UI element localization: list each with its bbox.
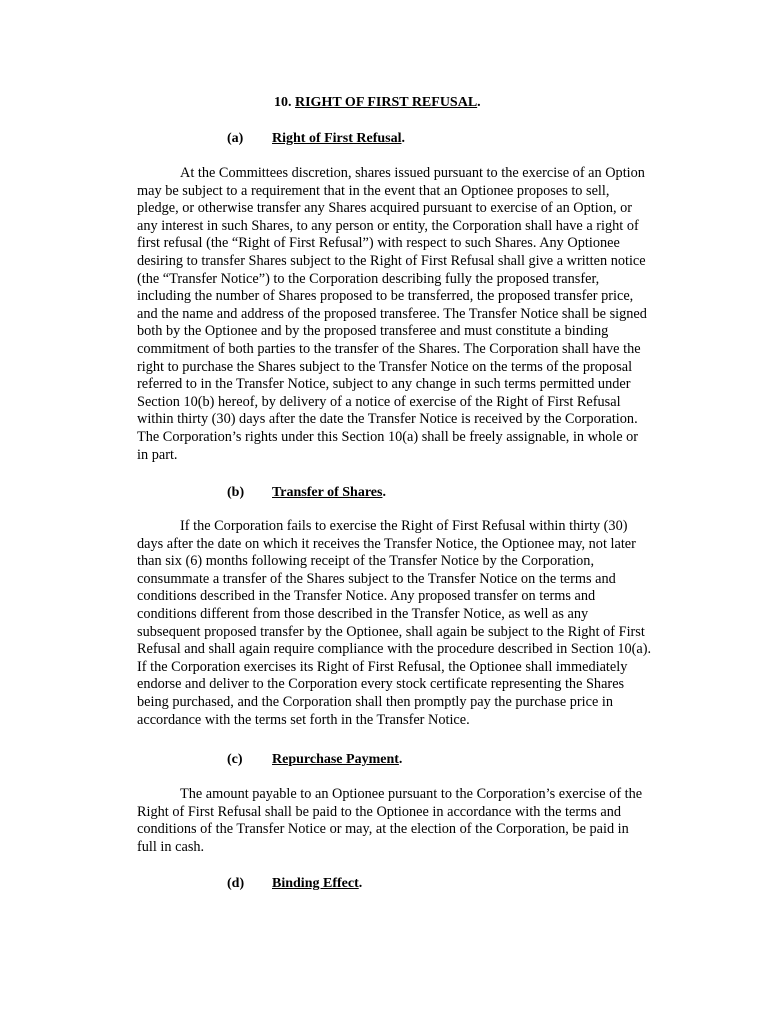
section-title (274, 94, 481, 112)
subsection-heading-text-wrap (272, 751, 402, 769)
subsection-letter: (a) (227, 131, 244, 146)
paragraph-line: If the Corporation fails to exercise the Right of First Refusal within thirty (30) (180, 518, 628, 534)
paragraph-line: including the number of Shares proposed to be transferred, the proposed transfer price, (137, 288, 634, 305)
paragraph-line: The amount payable to an Optionee pursuant to the Corporation’s exercise of the (180, 786, 643, 802)
paragraph-line: Refusal and shall again require compliance with the procedure described in Section 10(a). (137, 641, 652, 658)
paragraph-line: in part. (137, 446, 178, 463)
paragraph-line: endorse and deliver to the Corporation every stock certificate representing the Shares (137, 676, 625, 693)
paragraph-a (137, 165, 686, 464)
paragraph-line: may be subject to a requirement that in the event that an Optionee proposes to sell, (137, 182, 610, 199)
paragraph-line: The Corporation’s rights under this Section 10(a) shall be freely assignable, in whole or (137, 428, 639, 445)
subsection-letter: (b) (227, 485, 245, 500)
paragraph-line: first refusal (the “Right of First Refusal”) with respect to such Shares. Any Optionee (137, 235, 620, 252)
paragraph-line: conditions described in the Transfer Notice. Any proposed transfer on terms and (137, 588, 596, 605)
paragraph-line: referred to in the Transfer Notice, subject to any change in such terms permitted under (137, 376, 631, 393)
paragraph-line: any interest in such Shares, to any person or entity, the Corporation shall have a right of (137, 217, 639, 234)
section-title-text: RIGHT OF FIRST REFUSAL (295, 95, 478, 110)
subsection-heading-text-wrap (272, 875, 362, 893)
paragraph-line: If the Corporation exercises its Right of First Refusal, the Optionee shall immediately (137, 658, 628, 675)
paragraph-line: being purchased, and the Corporation shall then promptly pay the purchase price in (137, 693, 614, 710)
paragraph-line: Right of First Refusal shall be paid to the Optionee in accordance with the terms and (137, 803, 621, 820)
subsection-heading-text: Binding Effect (272, 876, 359, 891)
subsection-heading-text-wrap (272, 484, 386, 502)
subsection-heading-text: Transfer of Shares (272, 485, 383, 500)
subsection-heading-text-wrap (272, 130, 405, 148)
paragraph-line: and the name and address of the proposed transferee. The Transfer Notice shall be signed (137, 305, 647, 322)
section-number: 10. (274, 95, 292, 110)
paragraph-line: days after the date on which it receives the Transfer Notice, the Optionee may, not later (137, 535, 636, 552)
subsection-heading-period: . (401, 131, 405, 146)
paragraph-line: accordance with the terms set forth in the Transfer Notice. (137, 711, 470, 728)
paragraph-line: commitment of both parties to the transfer of the Shares. The Corporation shall have the (137, 340, 641, 357)
paragraph-line: At the Committees discretion, shares issued pursuant to the exercise of an Option (180, 165, 645, 181)
paragraph-line: full in cash. (137, 838, 205, 855)
paragraph-line: subsequent proposed transfer by the Optionee, shall again be subject to the Right of First (137, 623, 645, 640)
subsection-heading-text: Right of First Refusal (272, 131, 402, 146)
subsection-heading-period: . (358, 876, 363, 891)
section-title-period: . (477, 95, 481, 110)
subsection-letter: (d) (227, 876, 245, 891)
paragraph-line: than six (6) months following receipt of the Transfer Notice by the Corporation, (137, 553, 595, 570)
subsection-letter: (c) (227, 752, 243, 767)
paragraph-line: Section 10(b) hereof, by delivery of a notice of exercise of the Right of First Refusal (137, 393, 621, 410)
paragraph-line: pledge, or otherwise transfer any Shares acquired pursuant to exercise of an Option, or (137, 200, 633, 217)
paragraph-c (137, 786, 686, 856)
paragraph-line: right to purchase the Shares subject to the Transfer Notice on the terms of the proposal (137, 358, 633, 375)
paragraph-line: desiring to transfer Shares subject to the Right of First Refusal shall give a written notice (137, 252, 646, 269)
paragraph-b (137, 518, 686, 729)
paragraph-line: within thirty (30) days after the date the Transfer Notice is received by the Corporation. (137, 411, 638, 428)
subsection-heading-period: . (398, 752, 403, 767)
subsection-heading-text: Repurchase Payment (272, 752, 399, 767)
paragraph-line: conditions of the Transfer Notice or may, at the election of the Corporation, be paid in (137, 821, 629, 838)
paragraph-line: both by the Optionee and by the proposed transferee and must constitute a binding (137, 323, 609, 340)
paragraph-line: consummate a transfer of the Shares subject to the Transfer Notice on the terms and (137, 570, 616, 587)
paragraph-line: (the “Transfer Notice”) to the Corporation describing fully the proposed transfer, (137, 270, 600, 287)
paragraph-line: conditions different from those described in the Transfer Notice, as well as any (137, 605, 589, 622)
subsection-heading-period: . (382, 485, 386, 500)
